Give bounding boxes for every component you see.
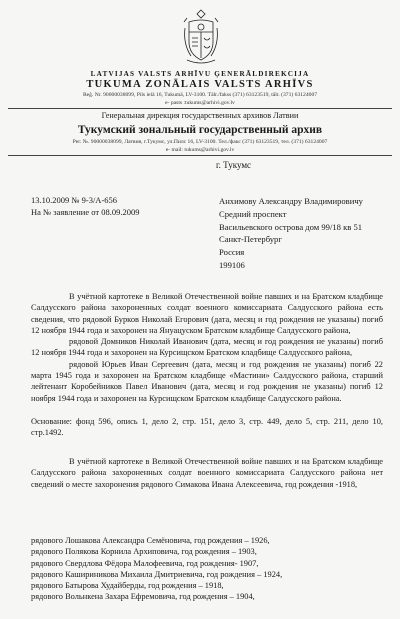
no-records-paragraph: В учётной картотеке в Великой Отечественной войне павших и на Братском кладбище Салдусского района захороненных солдат военного комиссариата Салдусского района нет сведений о месте захоронения рядового Симакова Ивана Алексеевича, год рождения -1918,: [31, 457, 383, 489]
findings-sentence: рядовой Юрьев Иван Сергеевич (дата, месяц и год рождения не указаны) погиб 22 марта 1945 года и захоронен на Братском кладбище «Мастини» Салдусского района, старший лейтенант Коробейников Павел Иванович (дата, месяц и год рождения не указаны) погиб 12 ноября 1944 года и захоронен на Курсищском Братском кладбище Салдусского района.: [31, 359, 383, 403]
findings-sentence: рядовой Домников Николай Иванович (дата, месяц и год рождения не указаны) погиб 12 ноября 1944 года и захоронен на Курсищском Братском кладбище Салдусского района,: [31, 337, 383, 358]
archive-address-russian: Рег. №. 90000038099, Латвия, г.Тукумс, ул.Пилс 16, LV-3100. Тел./факс (371) 63123519, тел. (371) 63124007: [72, 139, 328, 145]
outgoing-reference: 13.10.2009 № 9-3/A-656: [31, 195, 118, 205]
archive-name-latvian: TUKUMA ZONĀLAIS VALSTS ARHĪVS: [86, 79, 314, 90]
addressee-block: [219, 195, 363, 272]
addressee-line: Россия: [219, 247, 245, 258]
list-item: рядового Вольнкена Захара Ефремовича, год рождения – 1904,: [31, 592, 255, 602]
archive-name-russian: Тукумский зональный государственный архив: [77, 124, 323, 136]
list-item: рядового Свердлова Фёдора Малофеевича, год рождения- 1907,: [31, 558, 259, 568]
coat-of-arms-icon: [181, 8, 221, 66]
findings-sentence: В учётной картотеке в Великой Отечественной войне павших и на Братском кладбище Салдусского района захороненных солдат военного комиссариата Салдусского района есть сведения, что рядовой Бурков Николай Егорович (дата, месяц и год рождения не указаны) погиб 12 ноября 1944 года и захоронен на Януацуском Братском кладбище Салдусского района,: [31, 292, 383, 335]
archive-address-latvian: Reģ. Nr. 90000038099, Pils ielā 16, Tukumā, LV-3100. Tālr./fakss (371) 63123519, tālr. (371) 63124007: [82, 92, 318, 98]
list-item: рядового Батырова Худайберды, год рождения – 1918,: [31, 581, 224, 591]
list-item: рядового Лошакова Александра Семёновича, год рождения – 1926,: [31, 536, 270, 545]
header-divider: [8, 155, 392, 156]
list-item: рядового Полякова Корнила Архиповича, год рождения – 1903,: [31, 547, 257, 557]
addressee-line: Анхимову Александру Владимировичу: [219, 196, 363, 206]
header-divider: [8, 108, 392, 109]
incoming-reference: На № заявление от 08.09.2009: [31, 207, 140, 217]
list-item: рядового Кашириникова Михаила Дмитриевича, год рождения – 1924,: [31, 569, 283, 579]
city-label: г. Тукумс: [216, 160, 252, 170]
archive-email-latvian: e- pasts :tukums@arhivi.gov.lv: [165, 100, 235, 106]
addressee-line: Средний проспект: [219, 208, 287, 219]
findings-paragraph: [31, 291, 383, 404]
archive-directorate-russian: Генеральная дирекция государственных архивов Латвии: [101, 111, 299, 120]
archive-email-russian: e- mail: tukums@arhivi.gov.lv: [165, 147, 235, 153]
addressee-line: Васильевского острова дом 99/18 кв 51: [219, 221, 363, 232]
addressee-line: Санкт-Петербург: [219, 234, 282, 245]
soldier-list: [31, 535, 283, 603]
basis-paragraph: Основание: фонд 596, опись 1, дело 2, стр. 151, дело 3, стр. 449, дело 5, стр. 211, дело 10, стр.1492.: [31, 417, 383, 438]
addressee-line: 199106: [219, 259, 245, 270]
archive-directorate-latvian: LATVIJAS VALSTS ARHĪVU ĢENERĀLDIREKCIJA: [90, 70, 310, 78]
